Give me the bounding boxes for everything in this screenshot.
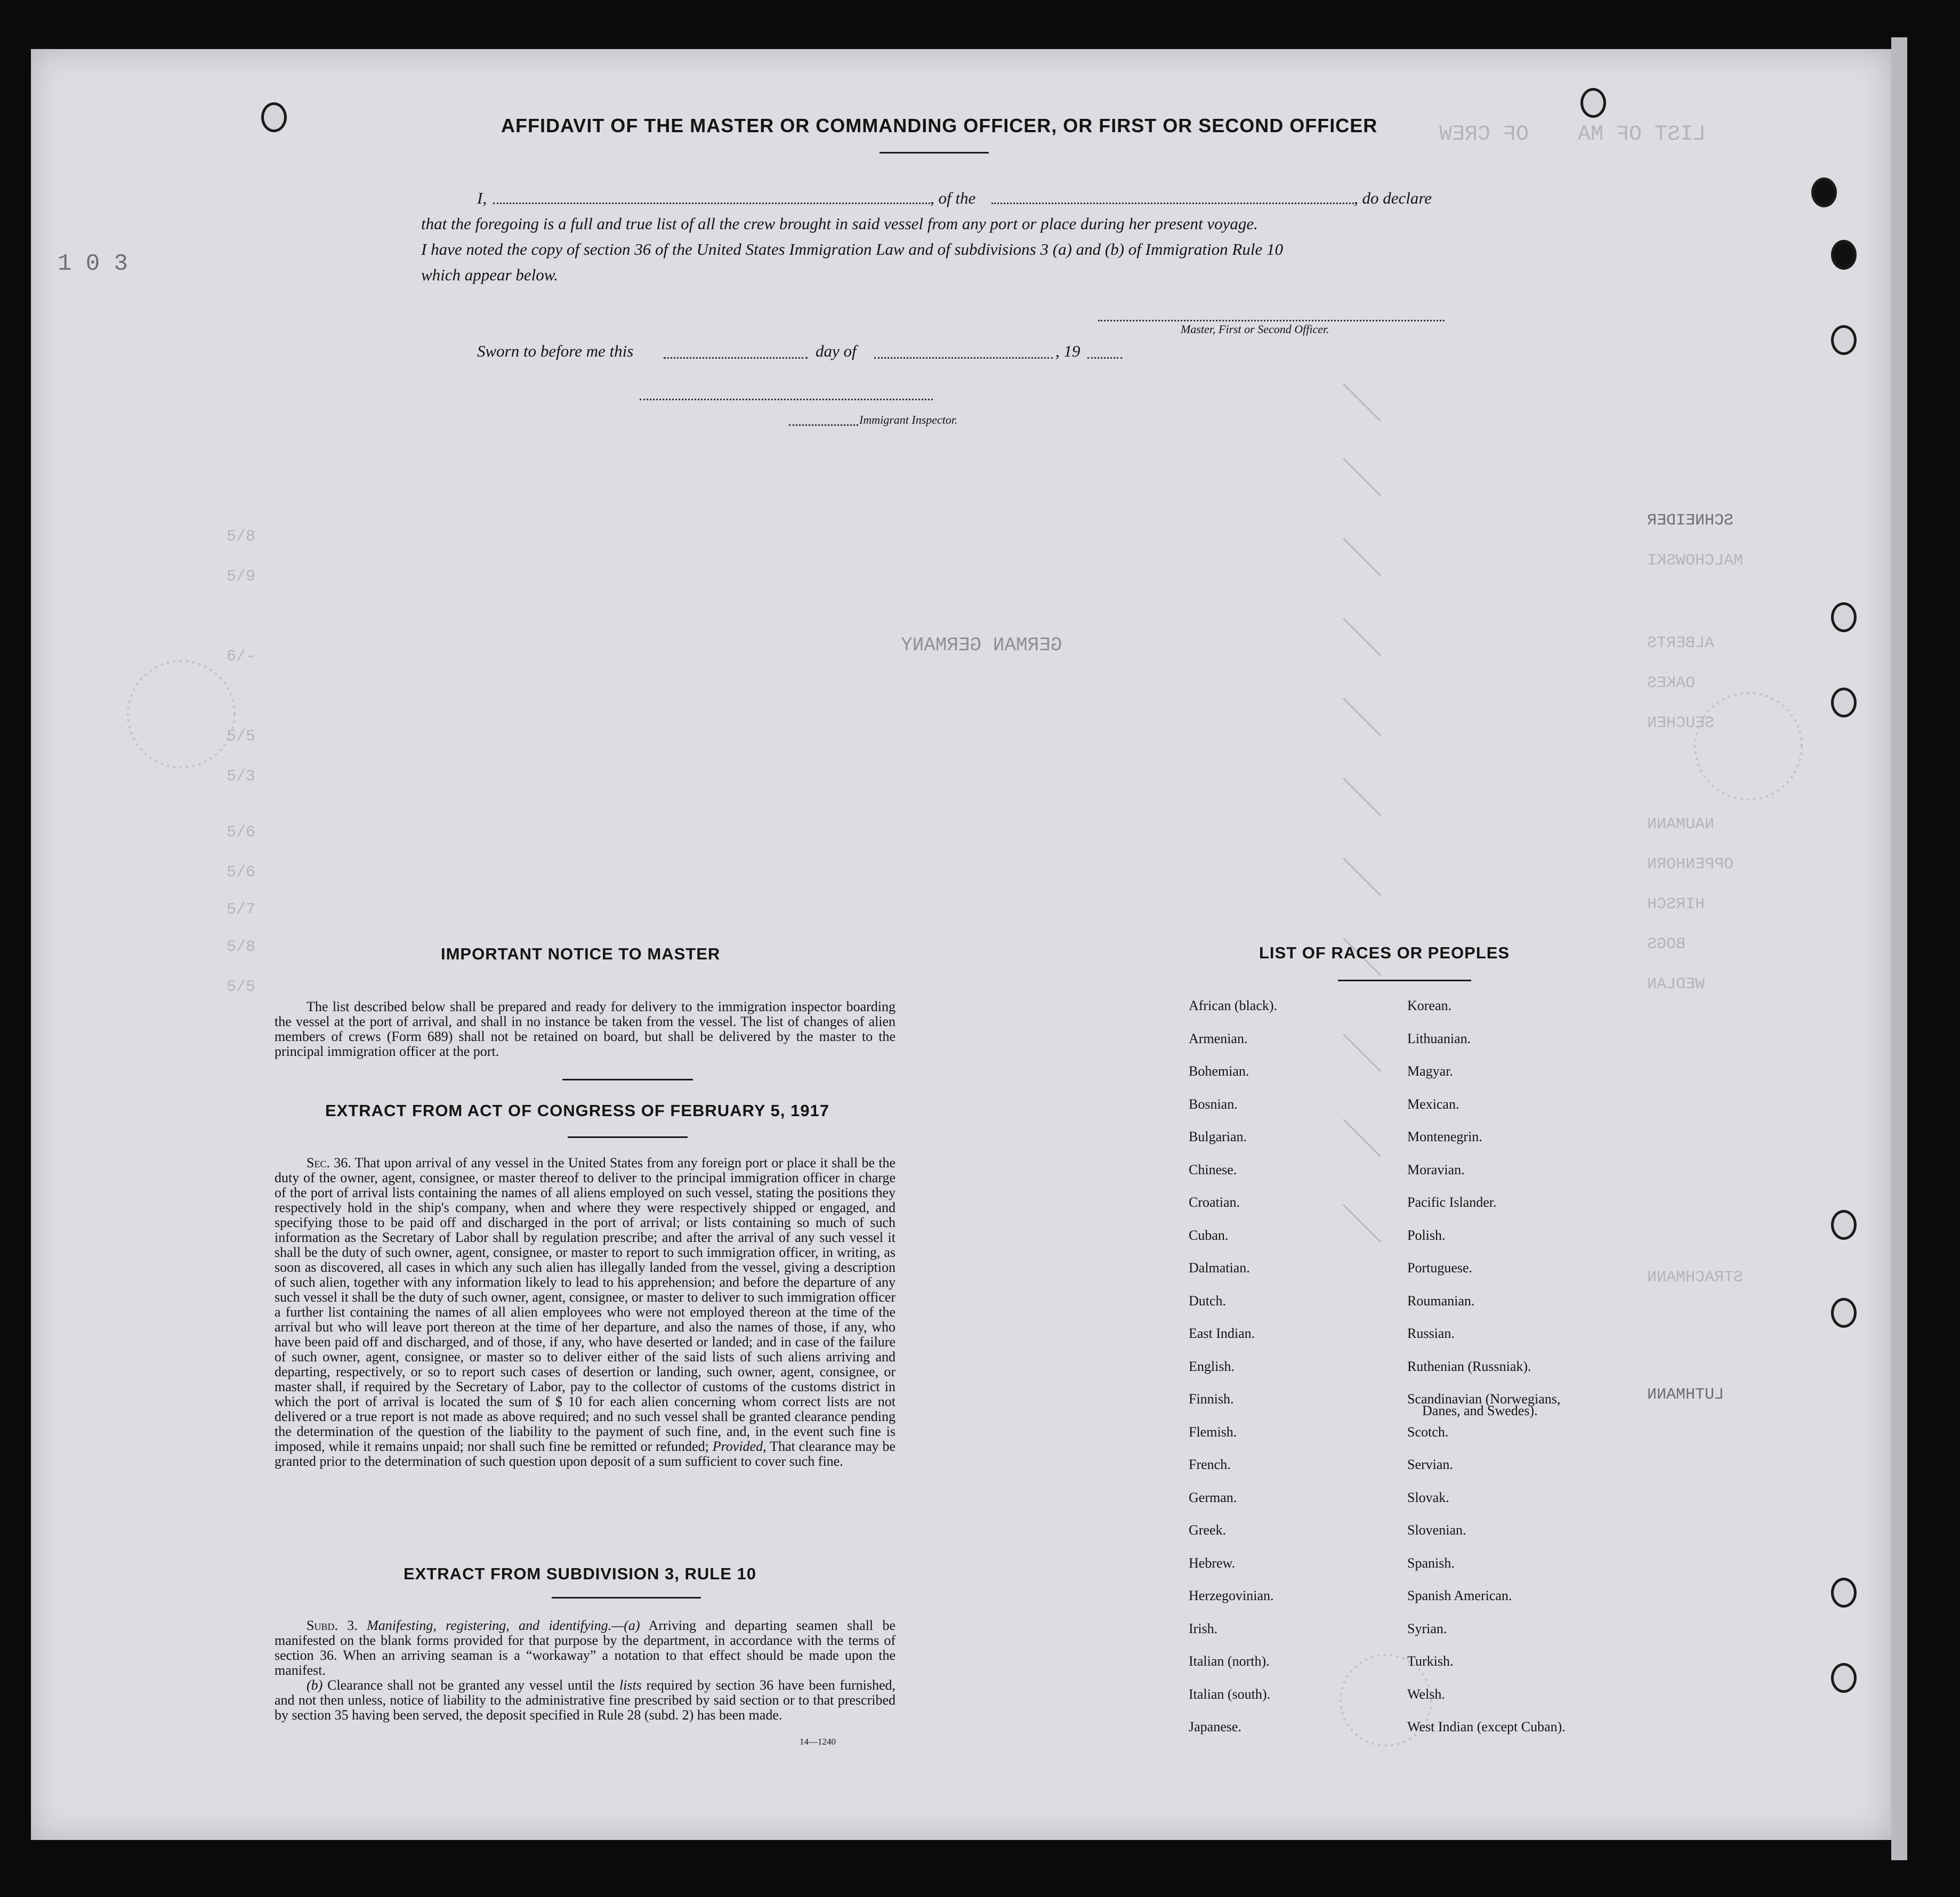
race-item: English. [1189,1358,1235,1374]
race-item: Irish. [1189,1620,1218,1636]
year-prefix: , 19 [1055,342,1080,360]
rule-title: EXTRACT FROM SUBDIVISION 3, RULE 10 [404,1564,756,1583]
inspector-caption-dots [789,424,858,426]
rule-text [275,1618,896,1723]
race-item: Portuguese. [1407,1260,1473,1276]
race-item: Cuban. [1189,1227,1229,1243]
race-item: Bosnian. [1189,1096,1238,1112]
affidavit-line4: which appear below. [421,265,558,284]
sworn-month-blank [874,357,1053,359]
rule-subd-heading: Manifesting, registering, and identifying.—(a) [367,1618,640,1633]
rule-subd-label: Subd. 3. [306,1618,358,1633]
notice-paragraph: The list described below shall be prepared and ready for delivery to the immigration inspector boarding the vessel at the port of arrival, and shall in no instance be taken from the vessel. The list of changes of alien members of crews (Form 689) shall not be retained on board, but shall be delivered by the master to the principal immigration officer at the port. [275,999,896,1059]
race-item: Spanish American. [1407,1588,1512,1603]
ghost-values: 5/9 [227,568,256,586]
affidavit-line2: that the foregoing is a full and true list of all the crew brought in said vessel from any port or place during her present voyage. [421,214,1258,233]
race-item: Magyar. [1407,1063,1453,1079]
race-item: Bulgarian. [1189,1129,1247,1144]
ghost-values: 5/6 [227,863,256,882]
ghost-values: 5/5 [227,978,256,996]
ghost-values: 5/3 [227,768,256,786]
ghost-name: SCHNEIDER [1647,512,1734,530]
notice-text [275,999,896,1059]
ghost-header-right: OF CREW [1439,123,1529,147]
act-paragraph-end: That clearance may be granted prior to the determination of such question upon deposit of a sum sufficient to cover such fine. [275,1439,896,1469]
ghost-values: 5/6 [227,824,256,842]
ghost-stamp: GERMAN GERMANY [901,634,1062,656]
ghost-name: MALCHOWSKI [1647,552,1744,570]
rule-paragraph-b1: Clearance shall not be granted any vessel until the [327,1677,615,1693]
ghost-values: 5/8 [227,938,256,956]
vessel-blank [991,203,1354,204]
ghost-values: 5/5 [227,728,256,746]
master-signature-line [1098,320,1445,321]
race-item: East Indian. [1189,1326,1255,1341]
race-item: Slovak. [1407,1489,1449,1505]
act-sec-label: Sec. 36. [306,1155,351,1171]
ghost-name: HIRSCH [1647,895,1705,914]
race-item: Montenegrin. [1407,1129,1482,1144]
ghost-name: BOGS [1647,935,1686,954]
race-item: Ruthenian (Russniak). [1407,1358,1531,1374]
rule-paragraph-b2: required by section 36 have been furnished, and not then unless, notice of liability to the administrative fine prescribed by said section or to that prescribed by section 35 having been served, the deposit specified in Rule 28 (subd. 2) has been made. [275,1677,896,1723]
inspector-signature-line [640,399,933,400]
race-item: Chinese. [1189,1161,1237,1177]
affidavit-of-the: , of the [930,189,976,207]
rule-lists-word: lists [619,1677,642,1693]
act-paragraph: That upon arrival of any vessel in the United States from any foreign port or place it shall be the duty of the owner, agent, consignee, or master thereof to deliver to the principal immigration officer in charge of the port of arrival lists containing the names of all aliens employed on such vessel, stating the positions they respectively hold in the ship's company, when and where they were respectively shipped or engaged, and specifying those to be paid off and discharged in the port of arrival; or lists containing so much of such information as the Secretary of Labor shall by regulation prescribe; and after the arrival of any such vessel it shall be the duty of such owner, agent, consignee, or master to report to such immigration officer, in writing, as soon as discovered, all cases in which any such alien has illegally landed from the vessel, giving a description of such alien, together with any information likely to lead to his apprehension; and before the departure of any such vessel it shall be the duty of such owner, agent, consignee, or master to deliver to such immigration officer a further list containing the names of all alien employees who were not employed thereon at the time of the arrival but who will leave port thereon at the time of her departure, and also the names of those, if any, who have been paid off and discharged, and of those, if any, who have deserted or landed; and in case of the failure of such owner, agent, consignee, or master so to deliver either of the said lists of such aliens arriving and departing, respectively, or so to report such cases of desertion or landing, such owner, agent, consignee, or master shall, if required by the Secretary of Labor, pay to the collector of customs of the customs district in which the port of arrival is located the sum of $ 10 for each alien concerning whom correct lists are not delivered or a true report is not made as above required; and no such vessel shall be granted clearance pending the determination of the question of the liability to the payment of such fine, and, in the event such fine is imposed, while it remains unpaid; nor shall such fine be remitted or refunded; [275,1155,896,1454]
inspector-caption: Immigrant Inspector. [859,413,958,426]
race-item: Welsh. [1407,1686,1445,1702]
rule-title-rule [552,1597,701,1599]
ghost-values: 5/8 [227,528,256,546]
ghost-values: 6/- [227,648,256,666]
act-rule [568,1136,688,1138]
race-item: Bohemian. [1189,1063,1249,1079]
race-item: Russian. [1407,1326,1455,1341]
rule-paragraph-a: Arriving and departing seamen shall be manifested on the blank forms provided for that purpose by the department, in accordance with the terms of section 36. When an arriving seaman is a “workaway” a notation to that effect should be made upon the manifest. [275,1618,896,1678]
ghost-values: 5/7 [227,901,256,919]
margin-number: 1 0 3 [58,251,128,277]
race-item: Korean. [1407,998,1452,1013]
act-text [275,1156,896,1469]
race-item: Polish. [1407,1227,1446,1243]
ghost-name: ALBERTS [1647,634,1715,652]
race-item: Italian (south). [1189,1686,1271,1702]
affidavit-title-rule [880,152,989,154]
race-item: Hebrew. [1189,1555,1236,1571]
notice-rule [562,1079,693,1080]
race-item: Servian. [1407,1457,1453,1472]
ghost-name: OPPENHORN [1647,855,1734,874]
race-item: Slovenian. [1407,1522,1466,1538]
race-item: Italian (north). [1189,1653,1270,1669]
ghost-name: STRACHMANN [1647,1269,1744,1287]
race-item: Mexican. [1407,1096,1459,1112]
ghost-name: WEDLAN [1647,975,1705,994]
race-item: Roumanian. [1407,1293,1475,1309]
affidavit-line-i: I, [477,189,487,207]
race-item: Turkish. [1407,1653,1454,1669]
rule-b-label: (b) [306,1677,323,1693]
race-item: Moravian. [1407,1161,1465,1177]
day-of-text: day of [816,342,857,360]
act-provided: Provided, [712,1439,767,1454]
race-item-continuation: Danes, and Swedes). [1422,1403,1538,1418]
races-rule [1338,980,1471,981]
ghost-name: OAKES [1647,674,1696,692]
name-blank [493,203,930,204]
race-item: Syrian. [1407,1620,1447,1636]
notice-title: IMPORTANT NOTICE TO MASTER [441,945,721,963]
form-number: 14—1240 [800,1737,836,1747]
race-item: Scotch. [1407,1424,1449,1440]
sworn-day-blank [664,357,808,359]
race-item: Dalmatian. [1189,1260,1250,1276]
race-item: West Indian (except Cuban). [1407,1719,1566,1734]
act-title: EXTRACT FROM ACT OF CONGRESS OF FEBRUARY 5, 1917 [325,1101,829,1120]
race-item: French. [1189,1457,1231,1472]
races-title: LIST OF RACES OR PEOPLES [1259,943,1510,962]
race-item: Croatian. [1189,1194,1240,1210]
race-item: Finnish. [1189,1391,1234,1407]
sworn-text: Sworn to before me this [477,342,634,360]
master-caption: Master, First or Second Officer. [1181,322,1329,336]
race-item: Herzegovinian. [1189,1588,1274,1603]
race-item: Armenian. [1189,1030,1248,1046]
race-item: Scandinavian (Norwegians, [1407,1391,1561,1407]
affidavit-title: AFFIDAVIT OF THE MASTER OR COMMANDING OFFICER, OR FIRST OR SECOND OFFICER [501,115,1378,136]
race-item: Greek. [1189,1522,1227,1538]
race-item: Spanish. [1407,1555,1455,1571]
race-item: German. [1189,1489,1237,1505]
affidavit-line3: I have noted the copy of section 36 of the United States Immigration Law and of subdivisions 3 (a) and (b) of Immigration Rule 10 [421,240,1283,259]
affidavit-do-declare: , do declare [1354,189,1432,207]
race-item: Japanese. [1189,1719,1241,1734]
ghost-header: LIST OF MA [1578,123,1706,147]
race-item: Dutch. [1189,1293,1227,1309]
ghost-name: NAUMANN [1647,816,1715,834]
race-item: Lithuanian. [1407,1030,1471,1046]
race-item: Pacific Islander. [1407,1194,1497,1210]
race-item: African (black). [1189,998,1278,1013]
year-blank [1087,357,1122,359]
ghost-name: SEUCHEN [1647,714,1715,732]
ghost-name: LUTHMANN [1647,1386,1724,1404]
race-item: Flemish. [1189,1424,1237,1440]
